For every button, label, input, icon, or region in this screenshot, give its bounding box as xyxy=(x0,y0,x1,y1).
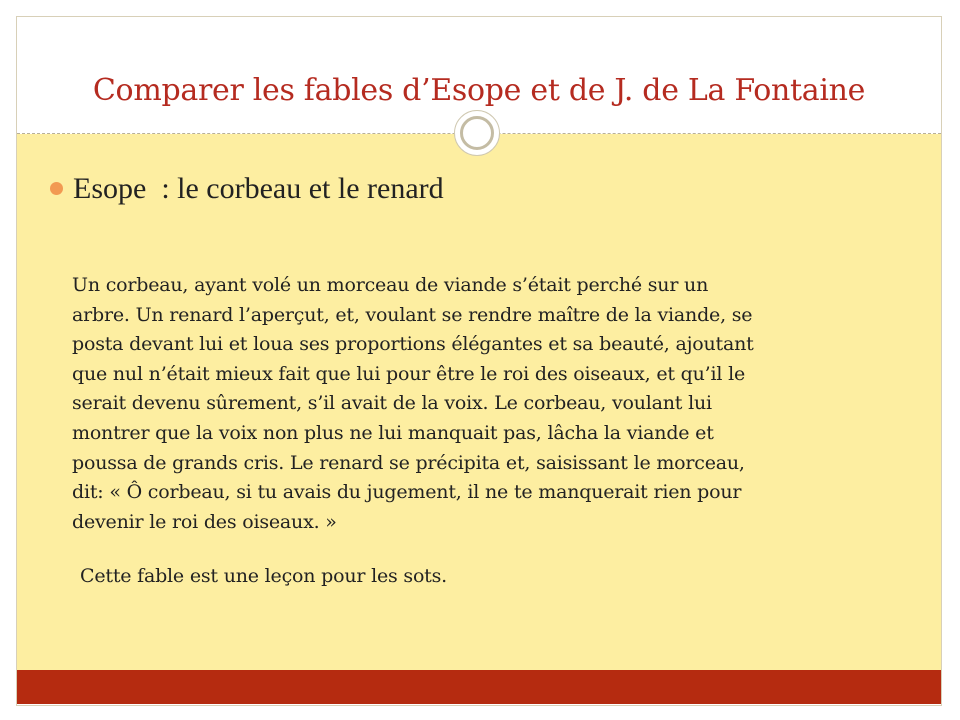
fable-text xyxy=(72,271,932,537)
slide-title: Comparer les fables d’Esope et de J. de La Fontaine xyxy=(92,73,866,108)
section-heading: Esope : le corbeau et le renard xyxy=(73,172,444,205)
fable-line: posta devant lui et loua ses proportions élégantes et sa beauté, ajoutant xyxy=(72,333,754,356)
fable-line: arbre. Un renard l’aperçut, et, voulant se rendre maître de la viande, se xyxy=(72,303,753,326)
fable-line: dit: « Ô corbeau, si tu avais du jugement, il ne te manquerait rien pour xyxy=(72,481,742,504)
fable-line: serait devenu sûrement, s’il avait de la voix. Le corbeau, voulant lui xyxy=(72,392,712,415)
fable-line: poussa de grands cris. Le renard se précipita et, saisissant le morceau, xyxy=(72,451,745,474)
bottom-band xyxy=(17,670,941,704)
fable-line: devenir le roi des oiseaux. » xyxy=(72,510,337,533)
decorative-ring-icon xyxy=(454,110,500,156)
decorative-ring-inner xyxy=(460,116,494,150)
fable-line: que nul n’était mieux fait que lui pour être le roi des oiseaux, et qu’il le xyxy=(72,362,746,385)
fable-moral: Cette fable est une leçon pour les sots. xyxy=(80,565,448,587)
bullet-icon xyxy=(50,182,63,195)
fable-line: montrer que la voix non plus ne lui manquait pas, lâcha la viande et xyxy=(72,421,714,444)
fable-line: Un corbeau, ayant volé un morceau de viande s’était perché sur un xyxy=(72,274,709,296)
